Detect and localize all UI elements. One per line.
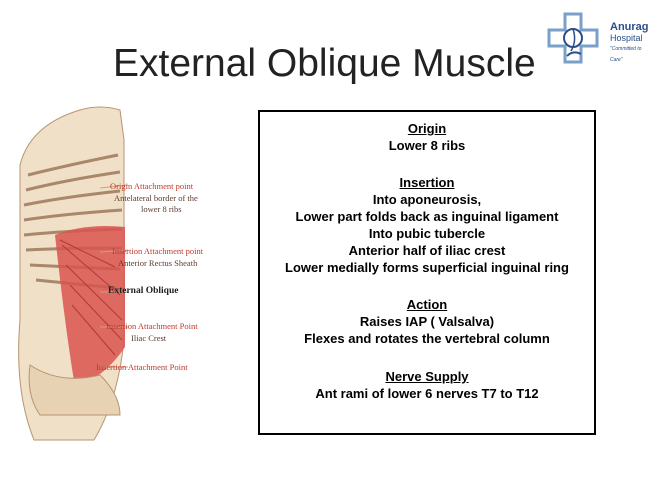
slide-title: External Oblique Muscle: [113, 42, 536, 85]
insertion-line: Into aponeurosis,: [372, 192, 482, 207]
insertion-attachment-sub-2: Iliac Crest: [131, 333, 167, 343]
origin-heading: Origin: [407, 121, 447, 136]
origin-text: Lower 8 ribs: [388, 138, 466, 153]
action-line: Raises IAP ( Valsalva): [359, 314, 495, 329]
insertion-attachment-sub-1: Anterior Rectus Sheath: [118, 258, 198, 268]
action-heading: Action: [406, 297, 448, 312]
torso-illustration: [0, 95, 255, 455]
hospital-name: [610, 22, 650, 66]
insertion-heading: Insertion: [399, 175, 455, 190]
insertion-line: Lower part folds back as inguinal ligament: [295, 209, 559, 224]
hospital-name-line1: Anurag: [610, 21, 649, 33]
insertion-line: Anterior half of iliac crest: [348, 243, 506, 258]
nerve-supply-text: Ant rami of lower 6 nerves T7 to T12: [315, 386, 539, 401]
origin-attachment-sub1: Antelateral border of the: [114, 193, 198, 203]
hospital-tagline: "Committed to Care": [610, 46, 642, 63]
insertion-line: Lower medially forms superficial inguinal ring: [285, 260, 569, 275]
nerve-supply-heading: Nerve Supply: [385, 369, 469, 384]
origin-attachment-label: Origin Attachment point: [110, 181, 194, 191]
insertion-attachment-label-1: Insertion Attachment point: [112, 246, 204, 256]
insertion-attachment-label-2: Insertion Attachment Point: [106, 321, 198, 331]
action-line: Flexes and rotates the vertebral column: [304, 331, 550, 346]
external-oblique-label: External Oblique: [108, 286, 179, 296]
anatomy-figure: [0, 95, 255, 455]
hospital-name-line2: Hospital: [610, 33, 643, 43]
origin-attachment-sub2: lower 8 ribs: [141, 204, 182, 214]
insertion-attachment-label-3: Insertion Attachment Point: [96, 362, 188, 372]
muscle-info-box: [258, 110, 596, 435]
insertion-line: Into pubic tubercle: [368, 226, 486, 241]
